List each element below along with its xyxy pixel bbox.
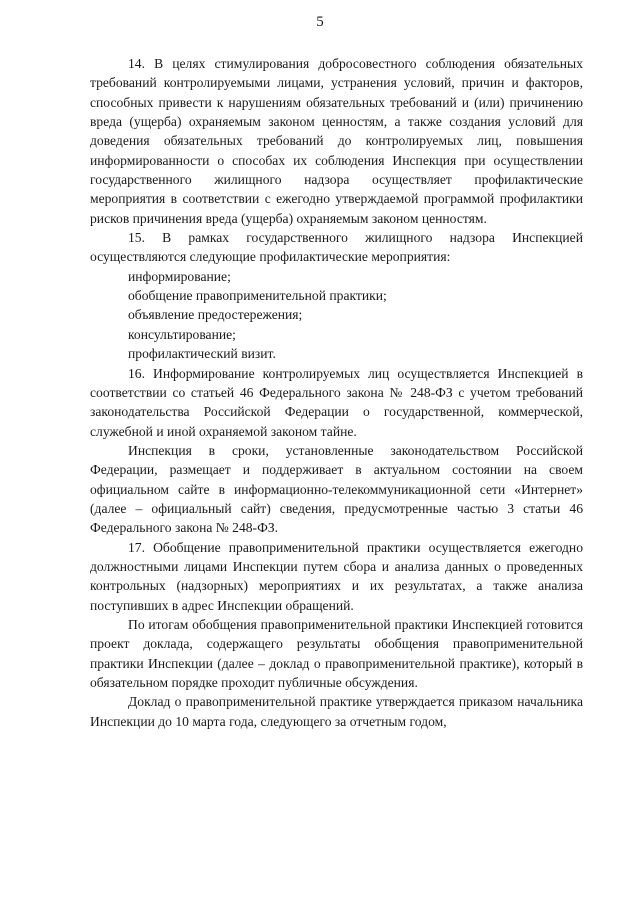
paragraph-17: 17. Обобщение правоприменительной практики осуществляется ежегодно должностными лицами Инспекции путем сбора и анализа данных о проведенных контрольных (надзорных) мероприятиях и их результатах, а также анализа поступивших в адрес Инспекции обращений. bbox=[90, 539, 583, 613]
paragraph-14: 14. В целях стимулирования добросовестного соблюдения обязательных требований контролируемыми лицами, устранения условий, причин и факторов, способных привести к нарушениям обязательных требований и (или) причинению вреда (ущерба) охраняемым законом ценностям, а также создания условий для доведения обязательных требований до контролируемых лиц, повышения информированности о способах их соблюдения Инспекция при осуществлении государственного жилищного надзора осуществляет профилактические мероприятия в соответствии с ежегодно утверждаемой программой профилактики рисков причинения вреда (ущерба) охраняемым законом ценностям. bbox=[90, 56, 583, 226]
page-number: 5 bbox=[316, 14, 324, 30]
list-item: консультирование; bbox=[128, 326, 236, 342]
list-item: объявление предостережения; bbox=[128, 307, 303, 323]
list-item: профилактический визит. bbox=[128, 346, 276, 362]
document-body bbox=[90, 54, 583, 731]
paragraph-16: 16. Информирование контролируемых лиц осуществляется Инспекцией в соответствии со статьей 46 Федерального закона № 248-ФЗ с учетом требований законодательства Российской Федерации о государственной, коммерческой, служебной и иной охраняемой законом тайне. bbox=[90, 365, 583, 439]
paragraph-15: 15. В рамках государственного жилищного надзора Инспекцией осуществляются следующие профилактические мероприятия: bbox=[90, 230, 583, 265]
paragraph-17-report-approval: Доклад о правоприменительной практике утверждается приказом начальника Инспекции до 10 марта года, следующего за отчетным годом, bbox=[90, 694, 583, 729]
paragraph-17-draft-report: По итогам обобщения правоприменительной практики Инспекцией готовится проект доклада, содержащего результаты обобщения правоприменительной практики Инспекции (далее – доклад о правоприменительной практике), который в обязательном порядке проходит публичные обсуждения. bbox=[90, 616, 583, 690]
list-item: обобщение правоприменительной практики; bbox=[128, 288, 387, 304]
paragraph-16-official-site: Инспекция в сроки, установленные законодательством Российской Федерации, размещает и поддерживает в актуальном состоянии на своем официальном сайте в информационно-телекоммуникационной сети «Интернет» (далее – официальный сайт) сведения, предусмотренные частью 3 статьи 46 Федерального закона № 248-ФЗ. bbox=[90, 442, 583, 536]
list-item: информирование; bbox=[128, 268, 231, 284]
